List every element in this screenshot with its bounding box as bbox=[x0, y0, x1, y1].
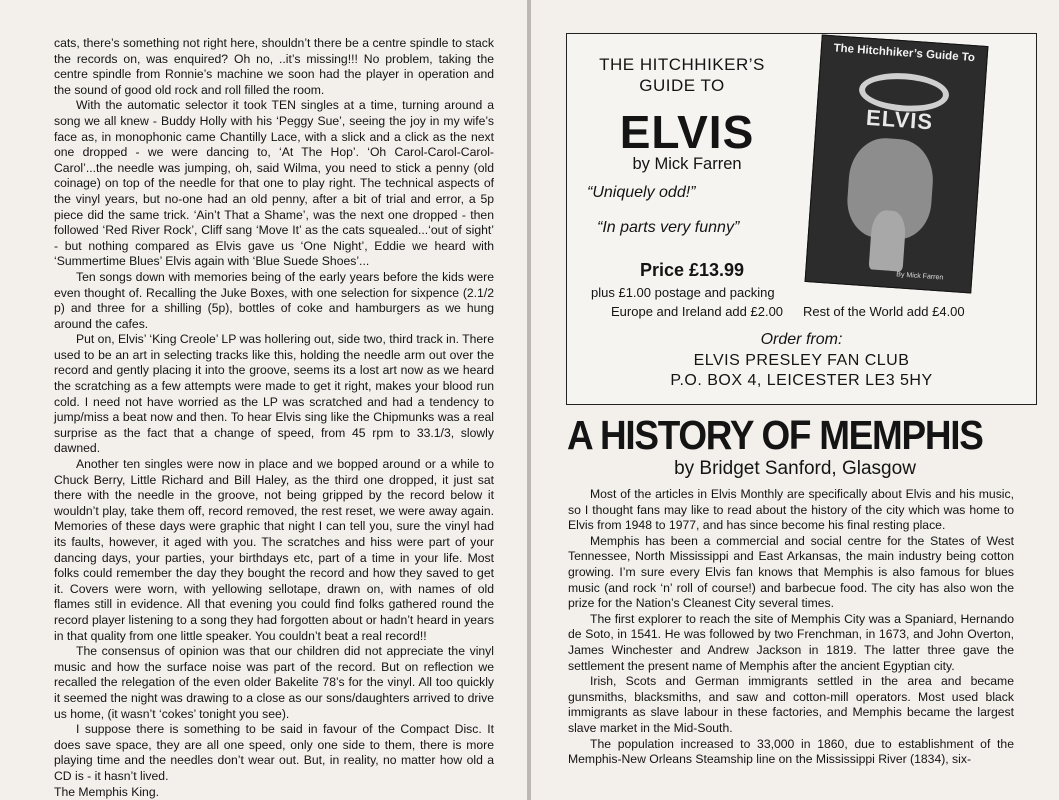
paragraph: Irish, Scots and German immigrants settled in the area and became gunsmiths, blacksmiths, and saw and cotton-mill operators. Most used black immigrants as slave labour in these factories, and Memphis became the largest slave market in the Mid-South. bbox=[568, 674, 1014, 735]
paragraph: Ten songs down with memories being of the early years before the kids were even thought of. Recalling the Juke Boxes, with one selection for sixpence (2.1/2 p) and three for a shilling (5p), bottles of coke and hamburgers as we hung around the cafes. bbox=[54, 269, 494, 331]
ad-postage: plus £1.00 postage and packing bbox=[591, 285, 775, 300]
book-advertisement bbox=[566, 33, 1037, 405]
ad-address: P.O. BOX 4, LEICESTER LE3 5HY bbox=[670, 372, 933, 389]
cover-elvis-title: ELVIS bbox=[865, 104, 934, 135]
ad-quote-2: “In parts very funny” bbox=[597, 219, 740, 236]
ad-europe-rate: Europe and Ireland add £2.00 bbox=[611, 304, 784, 319]
signoff: The Memphis King. bbox=[54, 784, 159, 799]
paragraph: Memphis has been a commercial and social centre for the States of West Tennessee, North Mississippi and East Arkansas, the main industry being cotton growing. I’m sure every Elvis fan knows that Memphis is also famous for blues music (and rock ‘n’ roll of course!) and barbecue food. The city has also won the prize for the Nation’s Cleanest City several times. bbox=[568, 533, 1014, 611]
paragraph: The population increased to 33,000 in 1860, due to establishment of the Memphis-New Orleans Steamship line on the Mississippi River (1834), six- bbox=[568, 736, 1014, 767]
ad-author: by Mick Farren bbox=[632, 155, 742, 173]
ad-big-title: ELVIS bbox=[619, 106, 755, 158]
right-page bbox=[531, 0, 1059, 800]
ad-world-rate: Rest of the World add £4.00 bbox=[803, 304, 965, 319]
ad-price: Price £13.99 bbox=[639, 260, 745, 280]
ad-order-from: Order from: bbox=[760, 331, 843, 348]
paragraph: The first explorer to reach the site of Memphis City was a Spaniard, Hernando de Soto, in 1541. He was followed by two Frenchman, in 1673, and John Overton, James Winchester and Andrew Jackson in 1819. The latter three gave the settlement the present name of Memphis after the ancient Egyptian city. bbox=[568, 611, 1014, 673]
paragraph: Most of the articles in Elvis Monthly are specifically about Elvis and his music, so I thought fans may like to read about the history of the city which was home to Elvis from 1948 to 1977, and has since become his final resting place. bbox=[568, 487, 1014, 533]
ad-club-name: ELVIS PRESLEY FAN CLUB bbox=[693, 352, 910, 369]
cover-author: By Mick Farren bbox=[896, 271, 944, 282]
paragraph: I suppose there is something to be said in favour of the Compact Disc. It does save space, they are all one speed, only one side to them, there is more playing time and the needles don’t wear out. But, in reality, no matter how old a CD is - it hasn’t lived. bbox=[54, 722, 494, 783]
left-page bbox=[0, 0, 527, 800]
praying-hands-illustration bbox=[869, 209, 907, 271]
left-column-text bbox=[54, 36, 494, 800]
paragraph: Another ten singles were now in place and we bopped around or a while to Chuck Berry, Little Richard and Bill Haley, as the third one dropped, it just sat there with the needle in the groove, not being gripped by the record below it wouldn’t play, take them off, record removed, the rest reset, we were away again. Memories of these days were graphic that night I can tell you, sure the vinyl had its faults, however, it aged with you. The scratches and hiss were part of your dancing days, your parties, your birthdays etc, part of a time in your life. Most folks could remember the day they bought the record and how they saved to get it. Covers were worn, with yellowing sellotape, drawn on, with names of old flames still in evidence. All that evening you could find folks gathered round the record player listening to a song they had forgotten about or hadn’t heard in years in that quality from one little speaker. You couldn’t beat a real record!! bbox=[54, 457, 494, 643]
ad-title-line2: GUIDE TO bbox=[639, 76, 725, 95]
paragraph: cats, there’s something not right here, shouldn’t there be a centre spindle to stack the records on, was enquired? Oh no, ..it’s missing!!! No problem, taking the centre spindle from Ronnie’s machine we soon had the player in operation and the sound of good old rock and roll filled the room. bbox=[54, 36, 494, 97]
book-cover-image bbox=[805, 34, 989, 293]
article-byline: by Bridget Sanford, Glasgow bbox=[674, 458, 916, 479]
paragraph: The consensus of opinion was that our children did not appreciate the vinyl music and how the surface noise was part of the record. But on reflection we recalled the relegation of the even older Bakelite 78’s for the vinyl. All too quickly it seemed the night was drawing to a close as our sons/daughters arrived to drive us home, (it wasn’t ‘cokes’ tonight you see). bbox=[54, 644, 494, 721]
paragraph: Put on, Elvis’ ‘King Creole’ LP was hollering out, side two, third track in. There used to be an art in selecting tracks like this, holding the needle arm out over the record and gently placing it into the groove, seems its a lost art now as we heard the scratching as a few attempts were made to get it right, makes your blood run cold. I need not have worried as the LP was scratched and had a tendency to jump/miss a beat now and then. To hear Elvis sing like the Chipmunks was a real surprise as the fact that a change of speed, from 45 rpm to 33.1/3, slowly dawned. bbox=[54, 332, 494, 456]
paragraph: With the automatic selector it took TEN singles at a time, turning around a song we all knew - Buddy Holly with his ‘Peggy Sue’, seeing the joy in my wife’s face as, in monophonic came Chantilly Lace, with a slick and a click as the next one dropped - we were dancing to, ‘At The Hop’. ‘Oh Carol-Carol-Carol-Carol’...the needle was jumping, oh, said Wilma, you need to stick a penny (old coinage) on top of the needle for that one to play right. The technical aspects of the vinyl years, but no-one had an old penny, after a bit of trial and error, a 5p piece did the same trick. ‘Ain’t That a Shame’, was the next one dropped - then followed ‘Red River Rock’, Cliff sang ‘Move It’ as the cats squealed...‘out of sight’ - but nothing compared as Elvis gave us ‘One Night’, Eddie we heard with ‘Summertime Blues’ Elvis again with ‘Blue Suede Shoes’... bbox=[54, 98, 494, 269]
cover-title: The Hitchhiker’s Guide To bbox=[833, 42, 976, 65]
ad-quote-1: “Uniquely odd!” bbox=[587, 184, 696, 201]
ad-title bbox=[567, 54, 797, 96]
ad-title-line1: THE HITCHHIKER’S bbox=[599, 55, 765, 74]
article-body bbox=[568, 487, 1014, 768]
article-title: A HISTORY OF MEMPHIS bbox=[567, 412, 983, 458]
